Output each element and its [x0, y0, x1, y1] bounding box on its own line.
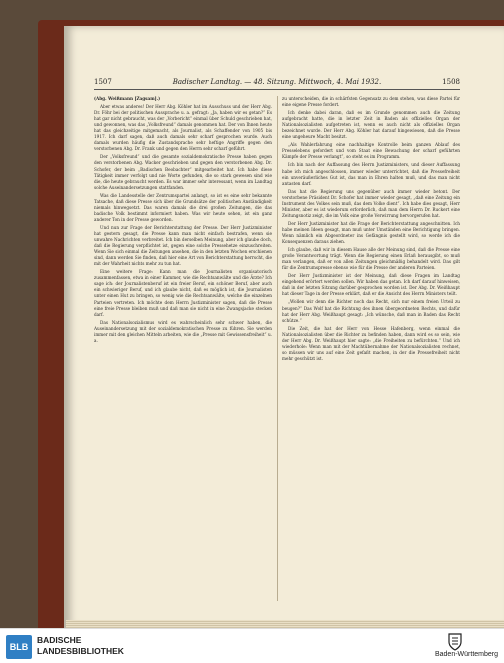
header-rule [94, 89, 460, 90]
right-text-column [282, 96, 460, 606]
paragraph: „Wollen wir denn die Richter noch das Recht, sich nur einem freien Urteil zu beugen?“ Das Wolf hat die Richtung des ihnen übergeordneten Rechts, und dafür hat der Herr Abg. Weißhaupt gesagt: „Ich wünsche, daß man in Baden das Recht schütze.“ [282, 299, 460, 323]
paragraph: Das hat die Regierung uns gegenüber auch immer wieder betont. Der verstorbene Präsident Dr. Schofer hat immer wieder gesagt, „daß eine Zeitung ein Instrument des Volkes sein muß, das dem Volke dient“. Ich habe dies gesagt, Herr Minister, aber es ist wiederum erforderlich, daß man dem Herrn Dr. Ruckert eine Zeitungsnotiz zeigt, die im Volk eine große Verwirrung hervorgerufen hat. [282, 188, 460, 218]
footer-bar [0, 628, 504, 663]
paragraph: Ich bin nach der Auffassung des Herrn Justizministers, und dieser Auffassung habe ich mich angeschlossen, immer wieder unterrichtet, daß die Pressefreiheit ein unveräußerliches Gut ist, das man in Ehren halten muß, und das man nicht antasten darf. [282, 162, 460, 186]
coat-of-arms-icon [447, 633, 463, 651]
library-name-line1: BADISCHE [37, 635, 82, 645]
paragraph: Der Herr Justizminister hat die Frage der Berichterstattung angeschnitten. Ich habe meinen Ideen gesagt, man muß unter Umständen eine Berichtigung bringen. Wenn nämlich ein Abgeordneter ins Gefängnis gestellt wird, so werde ich die Konsequenzen daraus ziehen. [282, 220, 460, 245]
paragraph: Ich denke dabei daran, daß es im Grunde genommen auch die Zeitung aufgebracht hatte, die in letzter Zeit in Baden als offizielles Organ der Nationalsozialisten aufgetreten ist, wenn es auch nicht als offizielles Organ bezeichnet wurde. Der Herr Abg. Köhler hat darauf hingewiesen, daß die Presse eine ungeheure Macht besitzt. [282, 110, 460, 140]
library-name [37, 635, 124, 657]
paragraph: Aber etwas anderes! Der Herr Abg. Köhler hat im Ausschuss und der Herr Abg. Dr. Föhr bei der politischen Aussprache u. a. gefragt: „Ja, haben wir es getan?“ Es hat gar nicht gebraucht, was der „Vorbericht“ einmal über Schuld geschrieben hat, und gewonnen, was das „Volksfreund“ damals genommen hat. Der von Ihnen heute hat das gleichzeitige mitgemacht, als Journalist, als Schaffender von 1905 bis 1917. Ich darf sagen, daß auch damals sehr scharf gesprochen wurde. Auch damals wurden häufig die Zustandsprache sehr heftige Angriffe gegen den verstorbenen Abg. Dr. Frank und gegen den Herrn sehr scharf geführt. [94, 104, 272, 152]
left-page-number: 1507 [94, 78, 112, 86]
paragraph: Eine weitere Frage: Kann man die Journalisten organisatorisch zusammenfassen, etwa in einer Kammer, wie die Rechtsanwälte und die Ärzte? Ich sage ich: der Journalistenberuf ist ein freier Beruf, ein schöner Beruf, aber auch ein schwieriger Beruf, und ich glaube nicht, daß es möglich ist, die Journalisten unter einen Hut zu bringen, so wenig wie die Rechtsanwälte, welche die einzelnen Parteien vertreten. Ich möchte dem Herrn Justizminister sagen, daß die Presse eine freie Presse bleiben muß und daß man sie nicht in eine Zwangsjacke stecken darf. [94, 269, 272, 317]
paragraph: Das Nationalsozialismus wird es wahrscheinlich sehr schwer haben, die Auseinandersetzung mit der sozialdemokratischen Presse zu führen. Sie werden immer mit den gleichen Mitteln arbeiten, wie die „Presse mit Gewissensfreiheit“ u. a. [94, 319, 272, 343]
paragraph: Der „Volksfreund“ und die gesamte sozialdemokratische Presse haben gegen den verstorbenen Abg. Wacker geschrieben und gegen den verstorbenen Abg. Dr. Schofer, der beim „Badischen Beobachter“ mitgearbeitet hat. Ich habe diese Tätigkeit immer verfolgt und nie Worte gefunden, die so stark gewesen sind wie die, die heute gebraucht werden. Es war immer sehr interessant, wenn im Landtag solche Auseinandersetzungen stattfanden. [94, 154, 272, 190]
paragraph: Was die Landesstelle der Zentrumspartei anlangt, so ist es eine sehr bekannte Tatsache, daß diese Presse sich über die Grundsätze der politischen Anständigkeit niemals hinwegsetzt. Das waren damals die drei großen Zeitungen, die das badische Volk bestimmt informiert haben. Was wir heute sehen, ist ein ganz anderer Ton in der Presse geworden. [94, 192, 272, 222]
page-header [94, 76, 460, 88]
blb-logo: BLB [6, 635, 32, 659]
paragraph: Die Zeit, die hat der Herr von Hesse Hafenberg, wenn einmal die Nationalsozialisten über die Richter zu befinden haben, dann wird es so sein, wie der Herr Abg. Dr. Weißhaupt hier sagte: „die Freiheiten zu befürchten.“ Und ich wiederhole: Wenn man mit der Machtübernahme der Nationalsozialisten rechnet, so müssen wir uns auf eine Zeit gefaßt machen, in der die Pressefreiheit nicht mehr geschützt ist. [282, 325, 460, 361]
running-title: Badischer Landtag. — 48. Sitzung. Mittwoch, 4. Mai 1932. [172, 78, 382, 86]
paragraph: Und nun zur Frage der Berichterstattung der Presse. Der Herr Justizminister hat gestern gesagt, die Presse kann man nicht einfach bestrafen, wenn sie unwahre Nachrichten verbreitet. Ich bin derselben Meinung, aber ich glaube doch, daß die Regierung verpflichtet ist, gegen eine solche Pressehetze einzuschreiten. Wenn Sie sich einmal die Zeitungen ansehen, die in den letzten Wochen erschienen sind, dann werden Sie finden, daß hier eine Art von Berichterstattung herrscht, die mit der Wahrheit nichts mehr zu tun hat. [94, 224, 272, 267]
right-page-number: 1508 [442, 78, 460, 86]
paragraph: Der Herr Justizminister ist der Meinung, daß diese Fragen im Landtag eingehend erörtert werden sollen. Wir haben das getan. Ich darf darauf hinweisen, daß in der letzten Sitzung darüber gesprochen worden ist. Der Abg. Dr. Weißhaupt hat dieser Tage in der Presse erklärt, daß er die Ansicht des Herrn Ministers teilt. [282, 273, 460, 297]
paragraph: (Abg. Weißmann [Zagsam].) [94, 96, 161, 101]
library-name-line2: LANDESBIBLIOTHEK [37, 646, 124, 656]
page-edges [66, 620, 504, 628]
state-name: Baden-Württemberg [434, 651, 498, 658]
left-text-column [94, 96, 272, 606]
paragraph: zu unterscheiden, die in schärfsten Gegensatz zu dem stehen, was diese Partei für eine eigene Presse fordert. [282, 96, 460, 108]
column-divider [277, 96, 278, 601]
paragraph: „Als Wahlerfahrung eine nachhaltige Kontrolle beim ganzen Ablauf des Presselebens gefordert und vom Staat eine Bewachung der scharf geführten Kämpfe der Presse verlangt“, so steht es im Programm. [282, 142, 460, 160]
paragraph: Ich glaube, daß wir in diesem Hause alle der Meinung sind, daß die Presse eine große Verantwortung trägt. Wenn die Regierung einen Erlaß herausgibt, so muß man verlangen, daß er von allen Zeitungen gleichmäßig behandelt wird. Das gilt für die Zentrumspresse ebenso wie für die Presse der anderen Parteien. [282, 247, 460, 271]
